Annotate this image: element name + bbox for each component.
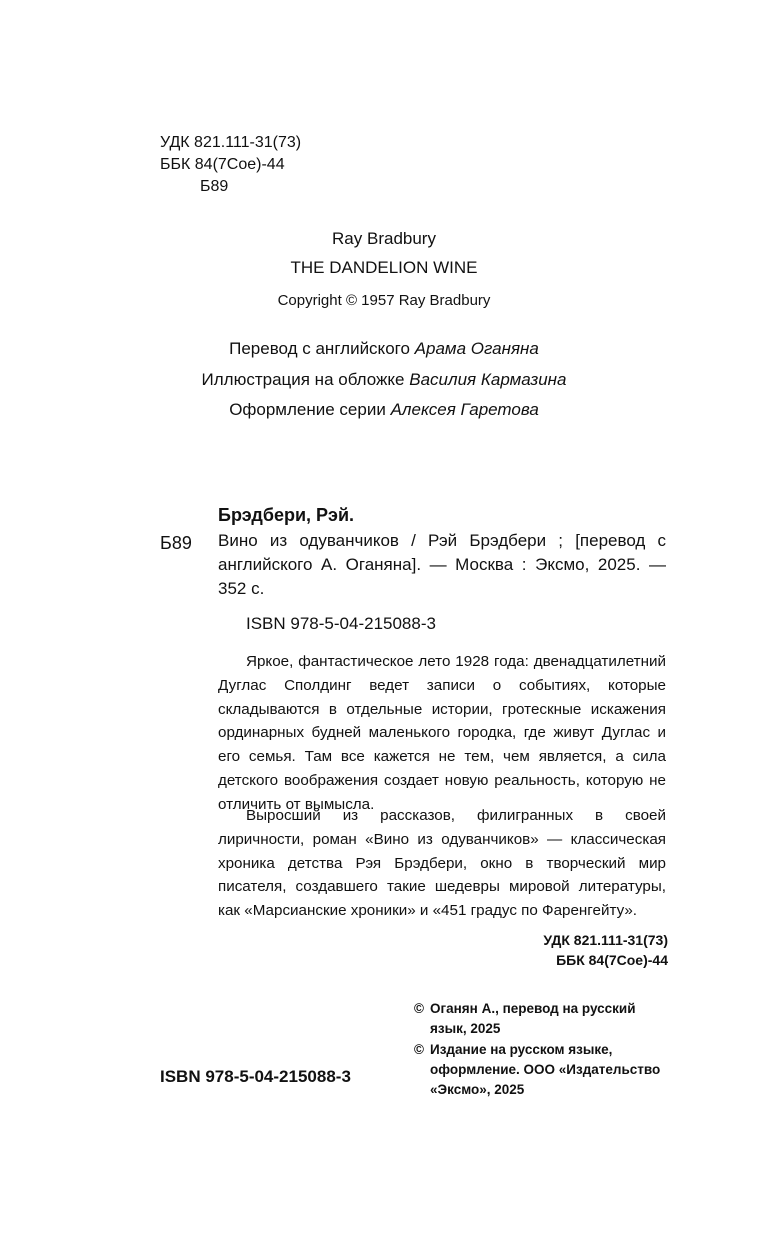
catalog-isbn: ISBN 978-5-04-215088-3 [246,614,436,633]
original-author: Ray Bradbury [332,229,436,248]
credit-role: Иллюстрация на обложке [201,370,405,389]
catalog-heading: Брэдбери, Рэй. [218,505,355,525]
copyright-translation [414,999,674,1039]
credit-translation [0,338,768,360]
copyright-edition [414,1040,674,1100]
isbn-bottom: ISBN 978-5-04-215088-3 [160,1067,351,1086]
credit-name: Арама Оганяна [414,339,539,358]
original-copyright: Copyright © 1957 Ray Bradbury [277,292,491,309]
annotation-paragraph-2: Выросший из рассказов, филигранных в своей лиричности, роман «Вино из одуванчиков» — классическая хроника детства Рэя Брэдбери, окно в творческий мир писателя, создавшего такие шедевры мировой литературы, как «Марсианские хроники» и «451 градус по Фаренгейту». [218,807,666,920]
credit-role: Оформление серии [229,400,386,419]
catalog-description: Вино из одуванчиков / Рэй Брэдбери ; [перевод с английского А. Оганяна]. — Москва : Эксмо, 2025. — 352 с. [218,531,666,598]
credit-series-design [0,399,768,421]
copyright-text: Оганян А., перевод на русский язык, 2025 [430,1001,636,1036]
udk-code: УДК 821.111-31(73) [160,134,302,151]
credit-illustration [0,369,768,391]
annotation-paragraph-1: Яркое, фантастическое лето 1928 года: двенадцатилетний Дуглас Сполдинг ведет записи о событиях, которые складываются в отдельные истории, гротескные искажения ординарных будней маленького городка, где живут Дуглас и его семья. Там все кажется не тем, чем является, а сила детского воображения создает новую реальность, которую не отличить от вымысла. [218,653,666,813]
original-title: THE DANDELION WINE [290,258,478,277]
bbk-code: ББК 84(7Сое)-44 [160,156,285,173]
udk-code-bottom: УДК 821.111-31(73) [543,932,668,948]
author-mark: Б89 [200,178,229,195]
copyright-text: Издание на русском языке, оформление. ООО «Издательство «Эксмо», 2025 [430,1042,661,1097]
credit-name: Василия Кармазина [409,370,567,389]
credit-role: Перевод с английского [229,339,410,358]
credit-name: Алексея Гаретова [390,400,539,419]
bbk-code-bottom: ББК 84(7Сое)-44 [556,952,668,968]
copyright-symbol: © [414,1001,424,1016]
copyright-symbol: © [414,1042,424,1057]
catalog-author-mark: Б89 [160,533,192,553]
